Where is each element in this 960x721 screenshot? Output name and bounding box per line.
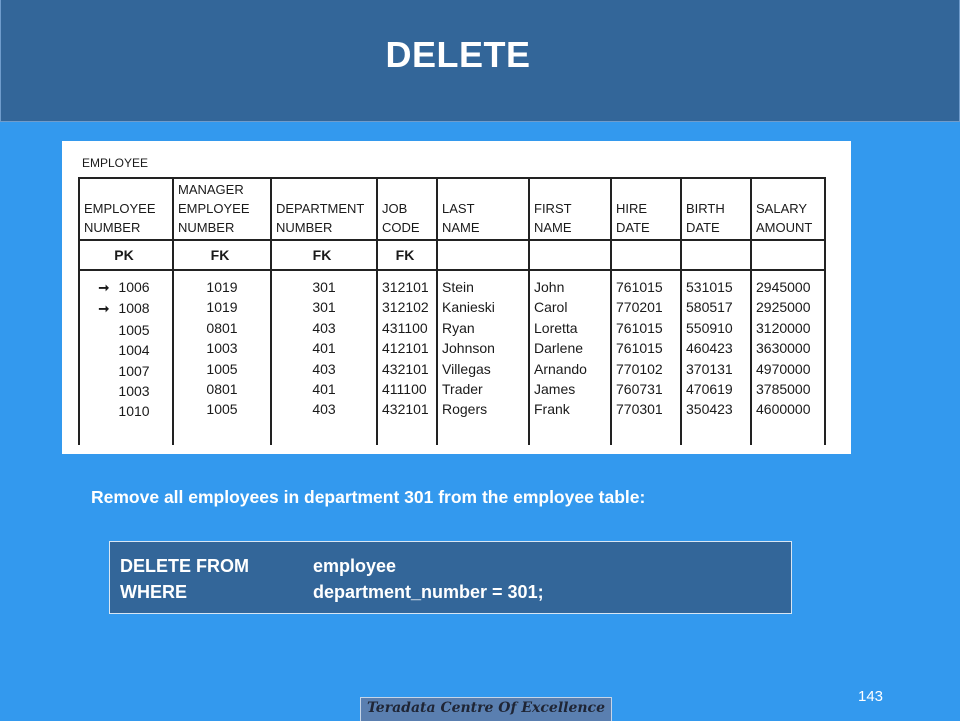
column-header-line: FIRST <box>534 201 572 216</box>
table-cell: 301 <box>312 299 336 316</box>
column-header <box>751 178 825 240</box>
column-header <box>611 178 681 240</box>
column-header-line: NUMBER <box>276 220 333 235</box>
column-header <box>79 178 173 240</box>
table-cell: James <box>534 381 576 398</box>
key-cell <box>437 240 529 270</box>
table-cell: Arnando <box>534 360 587 377</box>
table-cell: 370131 <box>686 360 733 377</box>
column-header <box>681 178 751 240</box>
table-cell: 770301 <box>616 401 663 418</box>
table-cell: 770102 <box>616 360 663 377</box>
table-cell: 761015 <box>616 340 663 357</box>
column-header <box>437 178 529 240</box>
table-cell: 411100 <box>382 381 427 398</box>
sql-code-box <box>109 541 792 614</box>
table-cell: 401 <box>312 340 336 357</box>
table-cell: 4970000 <box>756 360 811 377</box>
key-cell: FK <box>377 240 437 270</box>
table-cell: 1005 <box>206 360 238 377</box>
sql-condition: department_number = 301; <box>313 582 544 602</box>
table-cell: 403 <box>312 319 336 336</box>
table-cell: Rogers <box>442 401 488 418</box>
table-cell: 3120000 <box>756 319 811 336</box>
column-header <box>529 178 611 240</box>
column-header-line: EMPLOYEE <box>178 201 250 216</box>
sql-line-2 <box>120 582 544 603</box>
column-header-line: BIRTH <box>686 201 725 216</box>
table-cell: 550910 <box>686 319 733 336</box>
key-cell <box>751 240 825 270</box>
table-cell: 1007 <box>118 362 150 379</box>
table-cell: 761015 <box>616 319 663 336</box>
column-header-line: EMPLOYEE <box>84 201 156 216</box>
table-cell: Johnson <box>442 340 495 357</box>
table-cell: 432101 <box>382 360 429 377</box>
table-cell: ➞ 1008 <box>84 298 168 319</box>
table-row <box>79 270 825 445</box>
column-header-line: DEPARTMENT <box>276 201 365 216</box>
table-column-cells <box>173 270 271 445</box>
table-cell: 531015 <box>686 279 733 295</box>
sql-keyword-where: WHERE <box>120 582 187 602</box>
employee-table-figure <box>62 141 851 454</box>
table-cell: 401 <box>312 381 336 398</box>
table-cell: Carol <box>534 299 568 316</box>
table-cell: 0801 <box>206 319 238 336</box>
column-header-line: CODE <box>382 220 420 235</box>
table-cell: 3785000 <box>756 381 811 398</box>
table-cell: Ryan <box>442 319 475 336</box>
description-text: Remove all employees in department 301 from the employee table: <box>91 487 646 507</box>
column-header-line: NUMBER <box>84 220 141 235</box>
table-cell: 761015 <box>616 279 663 295</box>
table-cell: 403 <box>312 360 336 377</box>
table-cell: 431100 <box>382 319 428 336</box>
column-header-line: NUMBER <box>178 220 235 235</box>
table-cell: 312101 <box>382 279 429 295</box>
slide-header <box>0 0 960 122</box>
table-cell: 1019 <box>206 299 238 316</box>
table-cell: 770201 <box>616 299 663 316</box>
page-number: 143 <box>858 688 884 705</box>
column-header-line: HIRE <box>616 201 648 216</box>
footer-banner-text: Teradata Centre Of Excellence <box>367 700 605 716</box>
table-cell: ➞ 1006 <box>84 277 168 298</box>
table-cell: 312102 <box>382 299 429 316</box>
table-column-cells <box>611 270 681 445</box>
column-header-line: DATE <box>686 220 720 235</box>
footer-banner <box>360 697 612 721</box>
table-cell: 0801 <box>206 381 238 398</box>
key-cell <box>611 240 681 270</box>
slide-title: DELETE <box>385 34 531 75</box>
table-cell: Stein <box>442 279 474 295</box>
sql-table-name: employee <box>313 556 397 576</box>
sql-line-1 <box>120 556 396 577</box>
column-header-line: AMOUNT <box>756 220 813 235</box>
column-header-line: NAME <box>442 220 480 235</box>
table-cell: 2945000 <box>756 279 811 295</box>
table-cell: 1019 <box>206 279 238 295</box>
table-cell: 760731 <box>616 381 663 398</box>
column-header-line: MANAGER <box>178 182 244 197</box>
table-cell: 412101 <box>382 340 429 357</box>
table-cell: 2925000 <box>756 299 811 316</box>
arrow-right-icon: ➞ <box>98 280 110 295</box>
table-column-cells <box>79 270 173 445</box>
key-cell: FK <box>271 240 377 270</box>
table-cell: 460423 <box>686 340 733 357</box>
table-cell: 1003 <box>206 340 238 357</box>
table-cell: 1004 <box>118 342 150 359</box>
column-header <box>271 178 377 240</box>
column-header <box>173 178 271 240</box>
arrow-right-icon: ➞ <box>98 301 110 317</box>
table-cell: 4600000 <box>756 401 811 418</box>
key-cell: FK <box>173 240 271 270</box>
table-cell: Frank <box>534 401 570 418</box>
table-cell: John <box>534 279 565 295</box>
table-cell: Kanieski <box>442 299 495 316</box>
column-header-line: NAME <box>534 220 572 235</box>
table-cell: Villegas <box>442 360 491 377</box>
table-cell: 580517 <box>686 299 733 316</box>
column-header-line: JOB <box>382 201 408 216</box>
table-cell: Darlene <box>534 340 584 357</box>
table-column-cells <box>437 270 529 445</box>
column-header <box>377 178 437 240</box>
table-cell: 470619 <box>686 381 733 398</box>
table-cell: 3630000 <box>756 340 811 357</box>
table-column-cells <box>377 270 437 445</box>
table-cell: 1005 <box>206 401 238 418</box>
key-cell <box>529 240 611 270</box>
key-cell <box>681 240 751 270</box>
table-cell: 1003 <box>118 383 150 400</box>
column-header-line: DATE <box>616 220 650 235</box>
table-column-cells <box>529 270 611 445</box>
table-cell: Trader <box>442 381 483 398</box>
table-cell: 350423 <box>686 401 733 418</box>
table-column-cells <box>751 270 825 445</box>
employee-table <box>78 177 826 445</box>
table-cell: 301 <box>312 279 336 295</box>
table-column-cells <box>681 270 751 445</box>
table-cell: Loretta <box>534 319 578 336</box>
table-column-cells <box>271 270 377 445</box>
column-header-line: LAST <box>442 201 475 216</box>
table-caption: EMPLOYEE <box>82 156 149 170</box>
table-cell: 432101 <box>382 401 429 418</box>
table-cell: 1005 <box>118 321 150 338</box>
sql-keyword-delete-from: DELETE FROM <box>120 556 249 576</box>
key-cell: PK <box>79 240 173 270</box>
table-cell: 403 <box>312 401 336 418</box>
table-cell: 1010 <box>118 403 150 420</box>
column-header-line: SALARY <box>756 201 808 216</box>
